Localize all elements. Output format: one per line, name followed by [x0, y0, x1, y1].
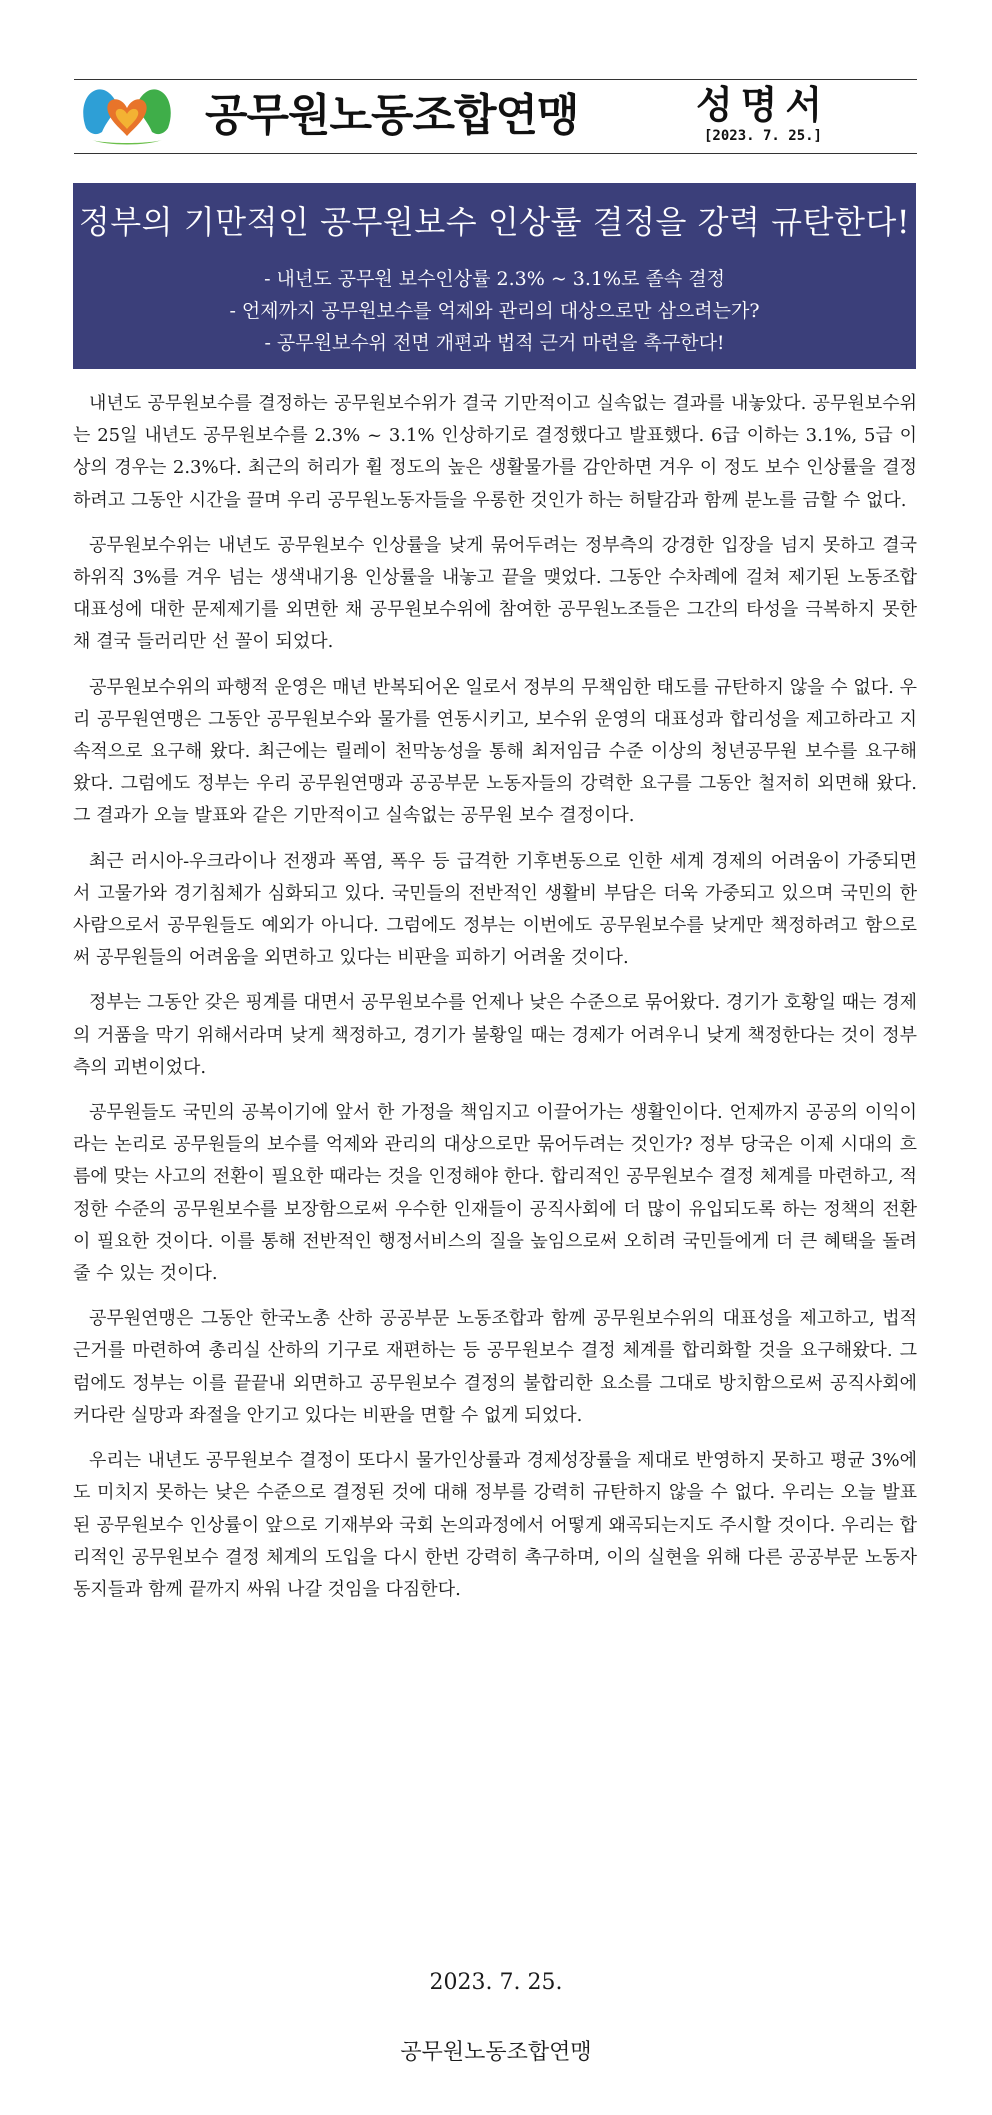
banner-subtitle: - 공무원보수위 전면 개편과 법적 근거 마련을 촉구한다! — [264, 332, 725, 354]
headline-banner — [73, 183, 916, 369]
closing-date: 2023. 7. 25. — [429, 1970, 563, 1995]
body-paragraph: 최근 러시아-우크라이나 전쟁과 폭염, 폭우 등 급격한 기후변동으로 인한 세계 경제의 어려움이 가중되면서 고물가와 경기침체가 심화되고 있다. 국민들의 전반적인 생활비 부담은 더욱 가중되고 있으며 국민의 한 사람으로서 공무원들도 예외가 아니다. 그럼에도 정부는 이번에도 공무원보수를 낮게만 책정하려고 함으로써 공무원들의 어려움을 외면하고 있다는 비판을 피하기 어려울 것이다. — [73, 850, 917, 969]
header-top-rule — [74, 79, 917, 80]
body-paragraph: 우리는 내년도 공무원보수 결정이 또다시 물가인상률과 경제성장률을 제대로 반영하지 못하고 평균 3%에도 미치지 못하는 낮은 수준으로 결정된 것에 대해 정부를 강력히 규탄하지 않을 수 없다. 우리는 오늘 발표된 공무원보수 인상률이 앞으로 기재부와 국회 논의과정에서 어떻게 왜곡되는지도 주시할 것이다. 우리는 합리적인 공무원보수 결정 체계의 도입을 다시 한번 강력히 촉구하며, 이의 실현을 위해 다른 공공부문 노동자 동지들과 함께 끝까지 싸워 나갈 것임을 다짐한다. — [73, 1450, 917, 1600]
org-name-title: 공무원노동조합연맹 — [205, 90, 579, 141]
banner-subtitle: - 내년도 공무원 보수인상률 2.3% ~ 3.1%로 졸속 결정 — [264, 268, 725, 290]
statement-body — [73, 388, 917, 1619]
union-logo-icon — [78, 84, 176, 150]
body-paragraph: 공무원보수위는 내년도 공무원보수 인상률을 낮게 묶어두려는 정부측의 강경한 입장을 넘지 못하고 결국 하위직 3%를 겨우 넘는 생색내기용 인상률을 내놓고 끝을 맺었다. 그동안 수차례에 걸쳐 제기된 노동조합 대표성에 대한 문제제기를 외면한 채 공무원보수위에 참여한 공무원노조들은 그간의 타성을 극복하지 못한 채 결국 들러리만 선 꼴이 되었다. — [73, 534, 917, 653]
document-type-heading: 성명서 — [695, 83, 831, 127]
body-paragraph: 공무원연맹은 그동안 한국노총 산하 공공부문 노동조합과 함께 공무원보수위의 대표성을 제고하고, 법적 근거를 마련하여 총리실 산하의 기구로 재편하는 등 공무원보수 결정 체계를 합리화할 것을 요구해왔다. 그럼에도 정부는 이를 끝끝내 외면하고 공무원보수 결정의 불합리한 요소를 그대로 방치함으로써 공직사회에 커다란 실망과 좌절을 안기고 있다는 비판을 면할 수 없게 되었다. — [73, 1308, 917, 1426]
body-paragraph: 내년도 공무원보수를 결정하는 공무원보수위가 결국 기만적이고 실속없는 결과를 내놓았다. 공무원보수위는 25일 내년도 공무원보수를 2.3% ~ 3.1% 인상하기로 결정했다고 발표했다. 6급 이하는 3.1%, 5급 이상의 경우는 2.3%다. 최근의 허리가 휠 정도의 높은 생활물가를 감안하면 겨우 이 정도 보수 인상률을 결정하려고 그동안 시간을 끌며 우리 공무원노동자들을 우롱한 것인가 하는 허탈감과 함께 분노를 금할 수 없다. — [73, 393, 917, 511]
document-date-label: [2023. 7. 25.] — [703, 128, 822, 144]
closing-signature-org: 공무원노동조합연맹 — [400, 2040, 592, 2065]
header-bottom-rule — [74, 153, 917, 154]
banner-subtitles — [73, 263, 916, 359]
banner-title: 정부의 기만적인 공무원보수 인상률 결정을 강력 규탄한다! — [78, 203, 911, 241]
body-paragraph: 정부는 그동안 갖은 핑계를 대면서 공무원보수를 언제나 낮은 수준으로 묶어왔다. 경기가 호황일 때는 경제의 거품을 막기 위해서라며 낮게 책정하고, 경기가 불황일 때는 경제가 어려우니 낮게 책정한다는 것이 정부측의 괴변이었다. — [73, 992, 917, 1078]
body-paragraph: 공무원들도 국민의 공복이기에 앞서 한 가정을 책임지고 이끌어가는 생활인이다. 언제까지 공공의 이익이라는 논리로 공무원들의 보수를 억제와 관리의 대상으로만 묶어두려는 것인가? 정부 당국은 이제 시대의 흐름에 맞는 사고의 전환이 필요한 때라는 것을 인정해야 한다. 합리적인 공무원보수 결정 체계를 마련하고, 적정한 수준의 공무원보수를 보장함으로써 우수한 인재들이 공직사회에 더 많이 유입되도록 하는 정책의 전환이 필요한 것이다. 이를 통해 전반적인 행정서비스의 질을 높임으로써 오히려 국민들에게 더 큰 혜택을 돌려줄 수 있는 것이다. — [73, 1102, 917, 1285]
body-paragraph: 공무원보수위의 파행적 운영은 매년 반복되어온 일로서 정부의 무책임한 태도를 규탄하지 않을 수 없다. 우리 공무원연맹은 그동안 공무원보수와 물가를 연동시키고, 보수위 운영의 대표성과 합리성을 제고하라고 지속적으로 요구해 왔다. 최근에는 릴레이 천막농성을 통해 최저임금 수준 이상의 청년공무원 보수를 요구해 왔다. 그럼에도 정부는 우리 공무원연맹과 공공부문 노동자들의 강력한 요구를 그동안 철저히 외면해 왔다. 그 결과가 오늘 발표와 같은 기만적이고 실속없는 공무원 보수 결정이다. — [73, 676, 917, 827]
banner-subtitle: - 언제까지 공무원보수를 억제와 관리의 대상으로만 삼으려는가? — [229, 300, 760, 322]
